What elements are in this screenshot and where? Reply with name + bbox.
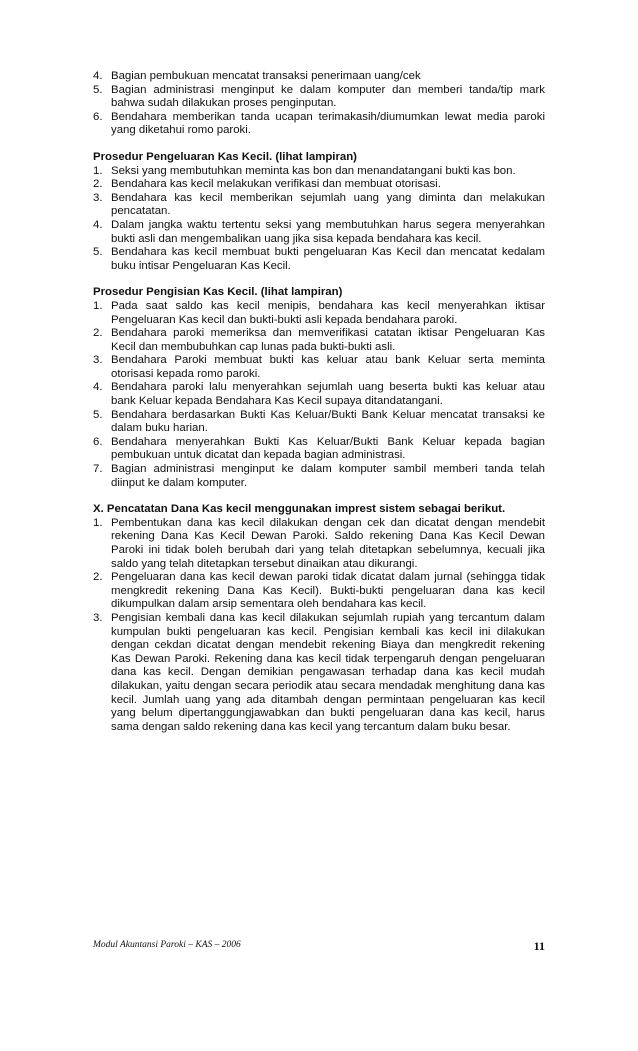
list-section-c [93, 300, 545, 490]
item-number: 6. [93, 435, 103, 448]
list-item [93, 354, 545, 381]
item-number: 5. [93, 408, 103, 421]
item-number: 2. [93, 178, 103, 191]
list-section-a [93, 70, 545, 138]
footer-title: Modul Akuntansi Paroki – KAS – 2006 [93, 940, 241, 950]
item-text: Bendahara memberikan tanda ucapan terimakasih/diumumkan lewat media paroki yang diketahui romo paroki. [111, 110, 545, 137]
item-number: 1. [93, 516, 103, 529]
item-text: Bendahara berdasarkan Bukti Kas Keluar/Bukti Bank Keluar mencatat transaksi ke dalam buku harian. [111, 408, 545, 435]
item-text: Bendahara Paroki membuat bukti kas keluar atau bank Keluar serta meminta otorisasi kepada romo paroki. [111, 354, 545, 380]
item-text: Bendahara kas kecil melakukan verifikasi dan membuat otorisasi. [111, 178, 441, 191]
item-text: Bagian administrasi menginput ke dalam komputer dan memberi tanda/tip mark bahwa sudah dilakukan proses penginputan. [111, 83, 545, 110]
item-text: Pembentukan dana kas kecil dilakukan dengan cek dan dicatat dengan mendebit rekening Dana Kas Kecil Dewan Paroki. Saldo rekening Dana Kas Kecil Dewan Paroki ini tidak boleh berubah dari yang telah ditetapkan sebelumnya, kecuali jika saldo yang telah ditetapkan tersebut dinaikan atau dikurangi. [111, 516, 545, 570]
item-number: 4. [93, 218, 103, 231]
list-item [93, 219, 545, 246]
list-item [93, 436, 545, 463]
item-number: 3. [93, 611, 103, 624]
item-number: 3. [93, 191, 103, 204]
list-item [93, 612, 545, 734]
list-item [93, 571, 545, 612]
list-item [93, 178, 545, 192]
item-number: 5. [93, 246, 103, 259]
list-item [93, 70, 545, 84]
list-item [93, 327, 545, 354]
item-number: 1. [93, 299, 103, 312]
item-number: 2. [93, 327, 103, 340]
item-number: 5. [93, 83, 103, 96]
item-text: Dalam jangka waktu tertentu seksi yang membutuhkan harus segera menyerahkan bukti asli dan mengembalikan uang jika sisa kepada bendahara kas kecil. [111, 218, 545, 245]
section-heading: X. Pencatatan Dana Kas kecil menggunakan imprest sistem sebagai berikut. [93, 503, 506, 516]
item-text: Bagian pembukuan mencatat transaksi penerimaan uang/cek [111, 70, 421, 82]
item-text: Bendahara paroki lalu menyerahkan sejumlah uang beserta bukti kas keluar atau bank Keluar kepada Bendahara Kas Kecil supaya ditandatangani. [111, 381, 545, 408]
item-text: Bendahara kas kecil memberikan sejumlah uang yang diminta dan melakukan pencatatan. [111, 191, 545, 218]
item-number: 2. [93, 571, 103, 584]
item-number: 3. [93, 354, 103, 367]
section-heading: Prosedur Pengeluaran Kas Kecil. (lihat lampiran) [93, 150, 357, 163]
item-number: 1. [93, 164, 103, 177]
item-number: 7. [93, 463, 103, 476]
item-text: Pada saat saldo kas kecil menipis, bendahara kas kecil menyerahkan iktisar Pengeluaran Kas kecil dan bukti-bukti asli kepada bendahara paroki. [111, 299, 545, 326]
item-text: Bagian administrasi menginput ke dalam komputer sambil memberi tanda telah diinput ke dalam komputer. [111, 463, 545, 489]
item-number: 4. [93, 70, 103, 82]
list-item [93, 111, 545, 138]
section-pengeluaran [93, 151, 545, 273]
item-text: Bendahara paroki memeriksa dan memverifikasi catatan iktisar Pengeluaran Kas Kecil dan membubuhkan cap lunas pada bukti-bukti asli. [111, 327, 545, 353]
list-item [93, 381, 545, 408]
page-number: 11 [533, 939, 545, 953]
item-text: Seksi yang membutuhkan meminta kas bon dan menandatangani bukti kas bon. [111, 164, 516, 177]
item-text: Bendahara kas kecil membuat bukti pengeluaran Kas Kecil dan mencatat kedalam buku intisar Pengeluaran Kas Kecil. [111, 246, 545, 272]
page-content [93, 70, 545, 734]
section-pengisian [93, 286, 545, 490]
list-item [93, 84, 545, 111]
item-text: Pengisian kembali dana kas kecil dilakukan sejumlah rupiah yang tercantum dalam kumpulan bukti pengeluaran kas kecil. Pengisian kembali kas kecil ini dilakukan dengan cekdan dicatat dengan mendebit rekening Biaya dan mengkredit rekening Kas Dewan Paroki. Rekening dana kas kecil tidak terpengaruh dengan pengeluaran dana kas kecil. Dengan demikian pengawasan terhadap dana kas kecil mudah dilakukan, yaitu dengan secara periodik atau secara mendadak menghitung dana kas kecil. Jumlah uang yang ada ditambah dengan permintaan pengeluaran kas kecil yang belum dipertanggungjawabkan dan bukti pengeluaran dana kas kecil, harus sama dengan saldo rekening dana kas kecil yang tercantum dalam buku besar. [111, 611, 545, 733]
item-number: 4. [93, 381, 103, 394]
list-item [93, 300, 545, 327]
section-imprest [93, 503, 545, 734]
item-text: Pengeluaran dana kas kecil dewan paroki tidak dicatat dalam jurnal (sehingga tidak mengkredit rekening Dana Kas Kecil). Bukti-bukti pengeluaran dana kas kecil dikumpulkan dalam arsip sementara oleh bendahara kas kecil. [111, 571, 545, 611]
item-number: 6. [93, 110, 103, 123]
list-item [93, 192, 545, 219]
section-heading: Prosedur Pengisian Kas Kecil. (lihat lampiran) [93, 286, 343, 299]
list-section-b [93, 165, 545, 274]
list-item [93, 246, 545, 273]
list-item [93, 517, 545, 571]
page-footer [93, 940, 545, 956]
list-section-d [93, 517, 545, 735]
item-text: Bendahara menyerahkan Bukti Kas Keluar/Bukti Bank Keluar kepada bagian pembukuan untuk dicatat dan kepada bagian administrasi. [111, 435, 545, 462]
list-item [93, 409, 545, 436]
list-item [93, 165, 545, 179]
list-item [93, 463, 545, 490]
